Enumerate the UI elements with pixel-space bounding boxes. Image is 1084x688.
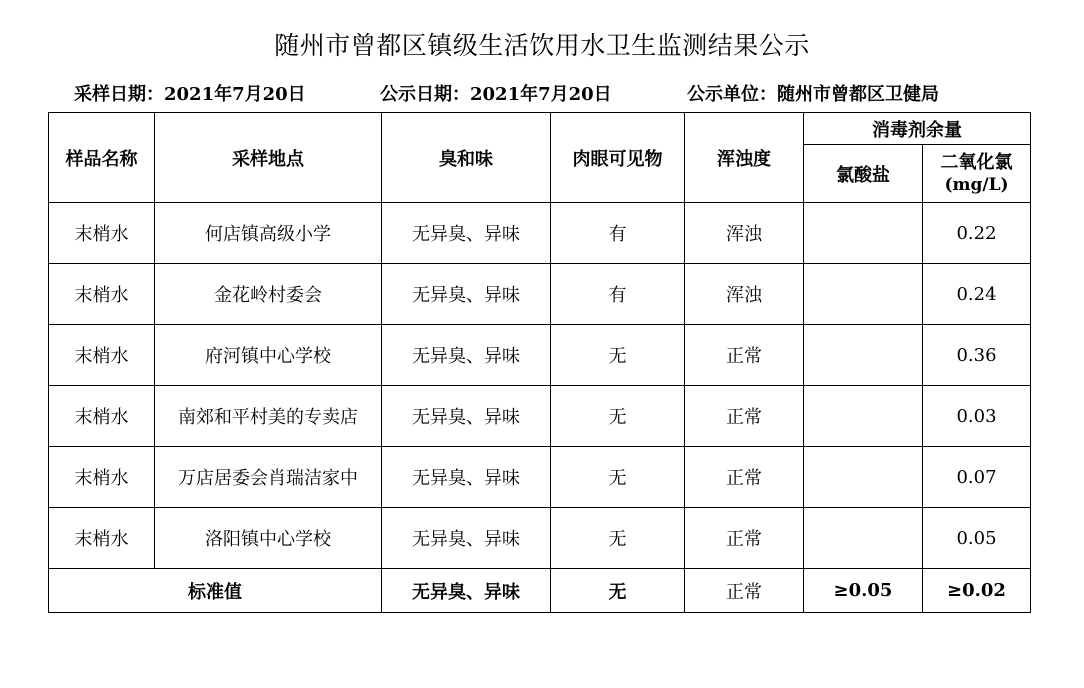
- publishing-unit: 公示单位：随州市曾都区卫健局: [687, 84, 939, 105]
- cell-chlorate: [804, 203, 923, 264]
- cell-turbidity: 浑浊: [685, 264, 804, 325]
- cell-sample-name: 末梢水: [49, 447, 155, 508]
- cell-chlorate: [804, 386, 923, 447]
- cell-sample-name: 末梢水: [49, 264, 155, 325]
- standard-label: 标准值: [49, 569, 382, 613]
- standard-odor: 无异臭、异味: [382, 569, 551, 613]
- cell-odor: 无异臭、异味: [382, 264, 551, 325]
- cell-chlorine-dioxide: 0.07: [923, 447, 1031, 508]
- cell-chlorate: [804, 447, 923, 508]
- cell-visible: 无: [551, 325, 685, 386]
- cell-turbidity: 正常: [685, 386, 804, 447]
- cell-odor: 无异臭、异味: [382, 447, 551, 508]
- cell-chlorate: [804, 264, 923, 325]
- standard-row: [49, 569, 1031, 613]
- cell-chlorine-dioxide: 0.22: [923, 203, 1031, 264]
- cell-sample-name: 末梢水: [49, 386, 155, 447]
- cell-location: 金花岭村委会: [155, 264, 382, 325]
- header-location: 采样地点: [155, 113, 382, 203]
- cell-visible: 无: [551, 447, 685, 508]
- cell-location: 南郊和平村美的专卖店: [155, 386, 382, 447]
- cell-odor: 无异臭、异味: [382, 508, 551, 569]
- cell-sample-name: 末梢水: [49, 325, 155, 386]
- table-row: [49, 447, 1031, 508]
- cell-turbidity: 正常: [685, 447, 804, 508]
- cell-chlorine-dioxide: 0.36: [923, 325, 1031, 386]
- header-chlorine-dioxide-label: 二氧化氯: [940, 151, 1013, 173]
- cell-visible: 有: [551, 264, 685, 325]
- header-disinfectant: 消毒剂余量: [804, 113, 1031, 145]
- cell-visible: 无: [551, 386, 685, 447]
- page-title: 随州市曾都区镇级生活饮用水卫生监测结果公示: [274, 31, 810, 60]
- cell-chlorine-dioxide: 0.03: [923, 386, 1031, 447]
- header-chlorine-dioxide: [923, 145, 1031, 203]
- header-sample-name: 样品名称: [49, 113, 155, 203]
- results-table: [48, 112, 1031, 613]
- cell-turbidity: 正常: [685, 508, 804, 569]
- cell-location: 万店居委会肖瑞洁家中: [155, 447, 382, 508]
- table-row: [49, 264, 1031, 325]
- header-odor: 臭和味: [382, 113, 551, 203]
- cell-visible: 无: [551, 508, 685, 569]
- cell-chlorate: [804, 508, 923, 569]
- header-row: [49, 113, 1031, 145]
- standard-turbidity: 正常: [685, 569, 804, 613]
- standard-visible: 无: [551, 569, 685, 613]
- table-row: [49, 203, 1031, 264]
- cell-location: 何店镇高级小学: [155, 203, 382, 264]
- cell-odor: 无异臭、异味: [382, 386, 551, 447]
- publish-date: 公示日期：2021年7月20日: [380, 84, 612, 105]
- cell-chlorine-dioxide: 0.24: [923, 264, 1031, 325]
- cell-chlorate: [804, 325, 923, 386]
- table-row: [49, 508, 1031, 569]
- standard-chlorate: ≥0.05: [804, 569, 923, 613]
- cell-odor: 无异臭、异味: [382, 203, 551, 264]
- cell-visible: 有: [551, 203, 685, 264]
- cell-chlorine-dioxide: 0.05: [923, 508, 1031, 569]
- header-chlorate: 氯酸盐: [804, 145, 923, 203]
- cell-location: 府河镇中心学校: [155, 325, 382, 386]
- header-turbidity: 浑浊度: [685, 113, 804, 203]
- cell-sample-name: 末梢水: [49, 508, 155, 569]
- standard-chlorine-dioxide: ≥0.02: [923, 569, 1031, 613]
- cell-odor: 无异臭、异味: [382, 325, 551, 386]
- cell-turbidity: 浑浊: [685, 203, 804, 264]
- header-chlorine-dioxide-unit: (mg/L): [944, 174, 1009, 195]
- cell-location: 洛阳镇中心学校: [155, 508, 382, 569]
- cell-turbidity: 正常: [685, 325, 804, 386]
- table-row: [49, 325, 1031, 386]
- table-row: [49, 386, 1031, 447]
- header-visible: 肉眼可见物: [551, 113, 685, 203]
- sample-date: 采样日期：2021年7月20日: [74, 84, 306, 105]
- cell-sample-name: 末梢水: [49, 203, 155, 264]
